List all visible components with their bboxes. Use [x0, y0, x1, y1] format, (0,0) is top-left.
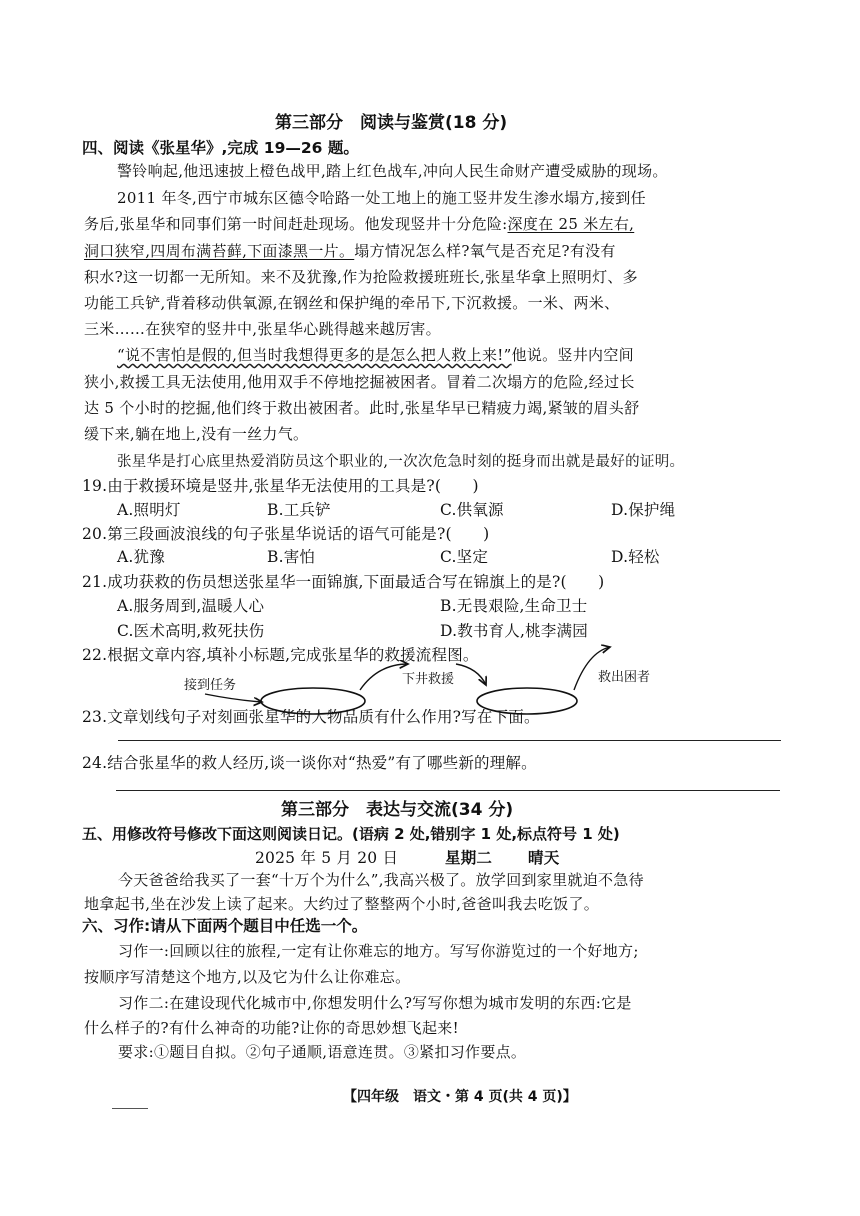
section6-title: 六、习作:请从下面两个题目中任选一个。 [82, 917, 368, 935]
q19-option-c: C.供氧源 [440, 501, 504, 519]
flow-arrow-4 [574, 647, 610, 690]
section4-title: 四、阅读《张星华》,完成 19—26 题。 [82, 139, 359, 157]
q20-option-c: C.坚定 [440, 548, 489, 566]
article-p3-line3: 达 5 个小时的挖掘,他们终于救出被困者。此时,张星华早已精疲力竭,紧皱的眉头舒 [84, 399, 640, 417]
answer-line-24 [116, 790, 780, 791]
q19-option-a: A.照明灯 [117, 501, 181, 519]
diary-date: 2025 年 5 月 20 日 [255, 849, 399, 867]
article-p2-line2-a: 务后,张星华和同事们第一时间赶赴现场。他发现竖井十分危险: [84, 215, 508, 233]
q20-option-a: A.犹豫 [117, 548, 165, 566]
part3b-title: 第三部分 表达与交流(34 分) [281, 800, 514, 820]
part3-title: 第三部分 阅读与鉴赏(18 分) [275, 113, 508, 133]
flow-arrow-2 [360, 664, 408, 690]
q21-option-c: C.医术高明,救死扶伤 [117, 622, 265, 640]
q21-option-b: B.无畏艰险,生命卫士 [440, 597, 588, 615]
wavy-sentence: “说不害怕是假的,但当时我想得更多的是怎么把人救上来!” [117, 346, 512, 364]
article-p4: 张星华是打心底里热爱消防员这个职业的,一次次危急时刻的挺身而出就是最好的证明。 [117, 454, 685, 470]
scan-mark [112, 1108, 148, 1109]
q19-option-d: D.保护绳 [611, 501, 676, 519]
diary-weekday: 星期二 [445, 848, 493, 867]
underlined-sentence-a: 深度在 25 米左右, [507, 215, 635, 233]
q21-option-a: A.服务周到,温暖人心 [117, 597, 265, 615]
article-p3-line4: 缓下来,躺在地上,没有一丝力气。 [84, 425, 309, 443]
underlined-sentence-b: 洞口狭窄,四周布满苔藓,下面漆黑一片。 [84, 242, 355, 260]
q20-option-b: B.害怕 [267, 548, 316, 566]
article-p2-line5: 功能工兵铲,背着移动供氧源,在钢丝和保护绳的牵吊下,下沉救援。一米、两米、 [84, 294, 620, 312]
diary-line1: 今天爸爸给我买了一套“十万个为什么”,我高兴极了。放学回到家里就迫不急待 [118, 871, 644, 889]
q19-option-b: B.工兵铲 [267, 501, 331, 519]
writing1-line2: 按顺序写清楚这个地方,以及它为什么让你难忘。 [84, 968, 411, 986]
q22-stem: 22.根据文章内容,填补小标题,完成张星华的救援流程图。 [82, 646, 479, 664]
flow-step-end: 救出困者 [598, 670, 651, 685]
q21-option-d: D.教书育人,桃李满园 [440, 622, 588, 640]
writing-requirements: 要求:①题目自拟。②句子通顺,语意连贯。③紧扣习作要点。 [118, 1043, 527, 1061]
q23-stem: 23.文章划线句子对刻画张星华的人物品质有什么作用?写在下面。 [82, 708, 540, 726]
writing1-line1: 习作一:回顾以往的旅程,一定有让你难忘的地方。写写你游览过的一个好地方; [118, 942, 639, 960]
q21-stem: 21.成功获救的伤员想送张星华一面锦旗,下面最适合写在锦旗上的是?( ) [82, 573, 605, 591]
article-p2-line6: 三米……在狭窄的竖井中,张星华心跳得越来越厉害。 [84, 320, 441, 338]
article-p2-line4: 积水?这一切都一无所知。来不及犹豫,作为抢险救援班班长,张星华拿上照明灯、多 [84, 268, 638, 286]
article-p1: 警铃响起,他迅速披上橙色战甲,踏上红色战车,冲向人民生命财产遭受威胁的现场。 [117, 162, 668, 180]
answer-line-23 [118, 740, 781, 741]
flow-arrow-3 [456, 664, 486, 685]
q19-stem: 19.由于救援环境是竖井,张星华无法使用的工具是?( ) [82, 477, 479, 495]
article-p3-line1-b: 他说。竖井内空间 [511, 346, 634, 364]
q24-stem: 24.结合张星华的救人经历,谈一谈你对“热爱”有了哪些新的理解。 [82, 754, 537, 772]
article-p3-line2: 狭小,救援工具无法使用,他用双手不停地挖掘被困者。冒着二次塌方的危险,经过长 [84, 373, 635, 391]
flow-step-middle: 下井救援 [402, 672, 455, 687]
article-p2-line3-b: 塌方情况怎么样?氧气是否充足?有没有 [354, 242, 616, 260]
flow-step-start: 接到任务 [184, 678, 237, 693]
diary-line2: 地拿起书,坐在沙发上读了起来。大约过了整整两个小时,爸爸叫我去吃饭了。 [84, 895, 600, 913]
diary-weather: 晴天 [528, 848, 560, 867]
article-p2-line1: 2011 年冬,西宁市城东区德令哈路一处工地上的施工竖井发生渗水塌方,接到任 [117, 189, 646, 207]
q20-stem: 20.第三段画波浪线的句子张星华说话的语气可能是?( ) [82, 525, 490, 543]
writing2-line1: 习作二:在建设现代化城市中,你想发明什么?写写你想为城市发明的东西:它是 [118, 994, 632, 1012]
flow-arrow-1 [205, 694, 262, 702]
section5-title: 五、用修改符号修改下面这则阅读日记。(语病 2 处,错别字 1 处,标点符号 1 处) [82, 825, 620, 843]
q20-option-d: D.轻松 [611, 548, 660, 566]
writing2-line2: 什么样子的?有什么神奇的功能?让你的奇思妙想飞起来! [84, 1019, 459, 1037]
page-footer: 【四年级 语文・第 4 页(共 4 页)】 [343, 1089, 577, 1105]
